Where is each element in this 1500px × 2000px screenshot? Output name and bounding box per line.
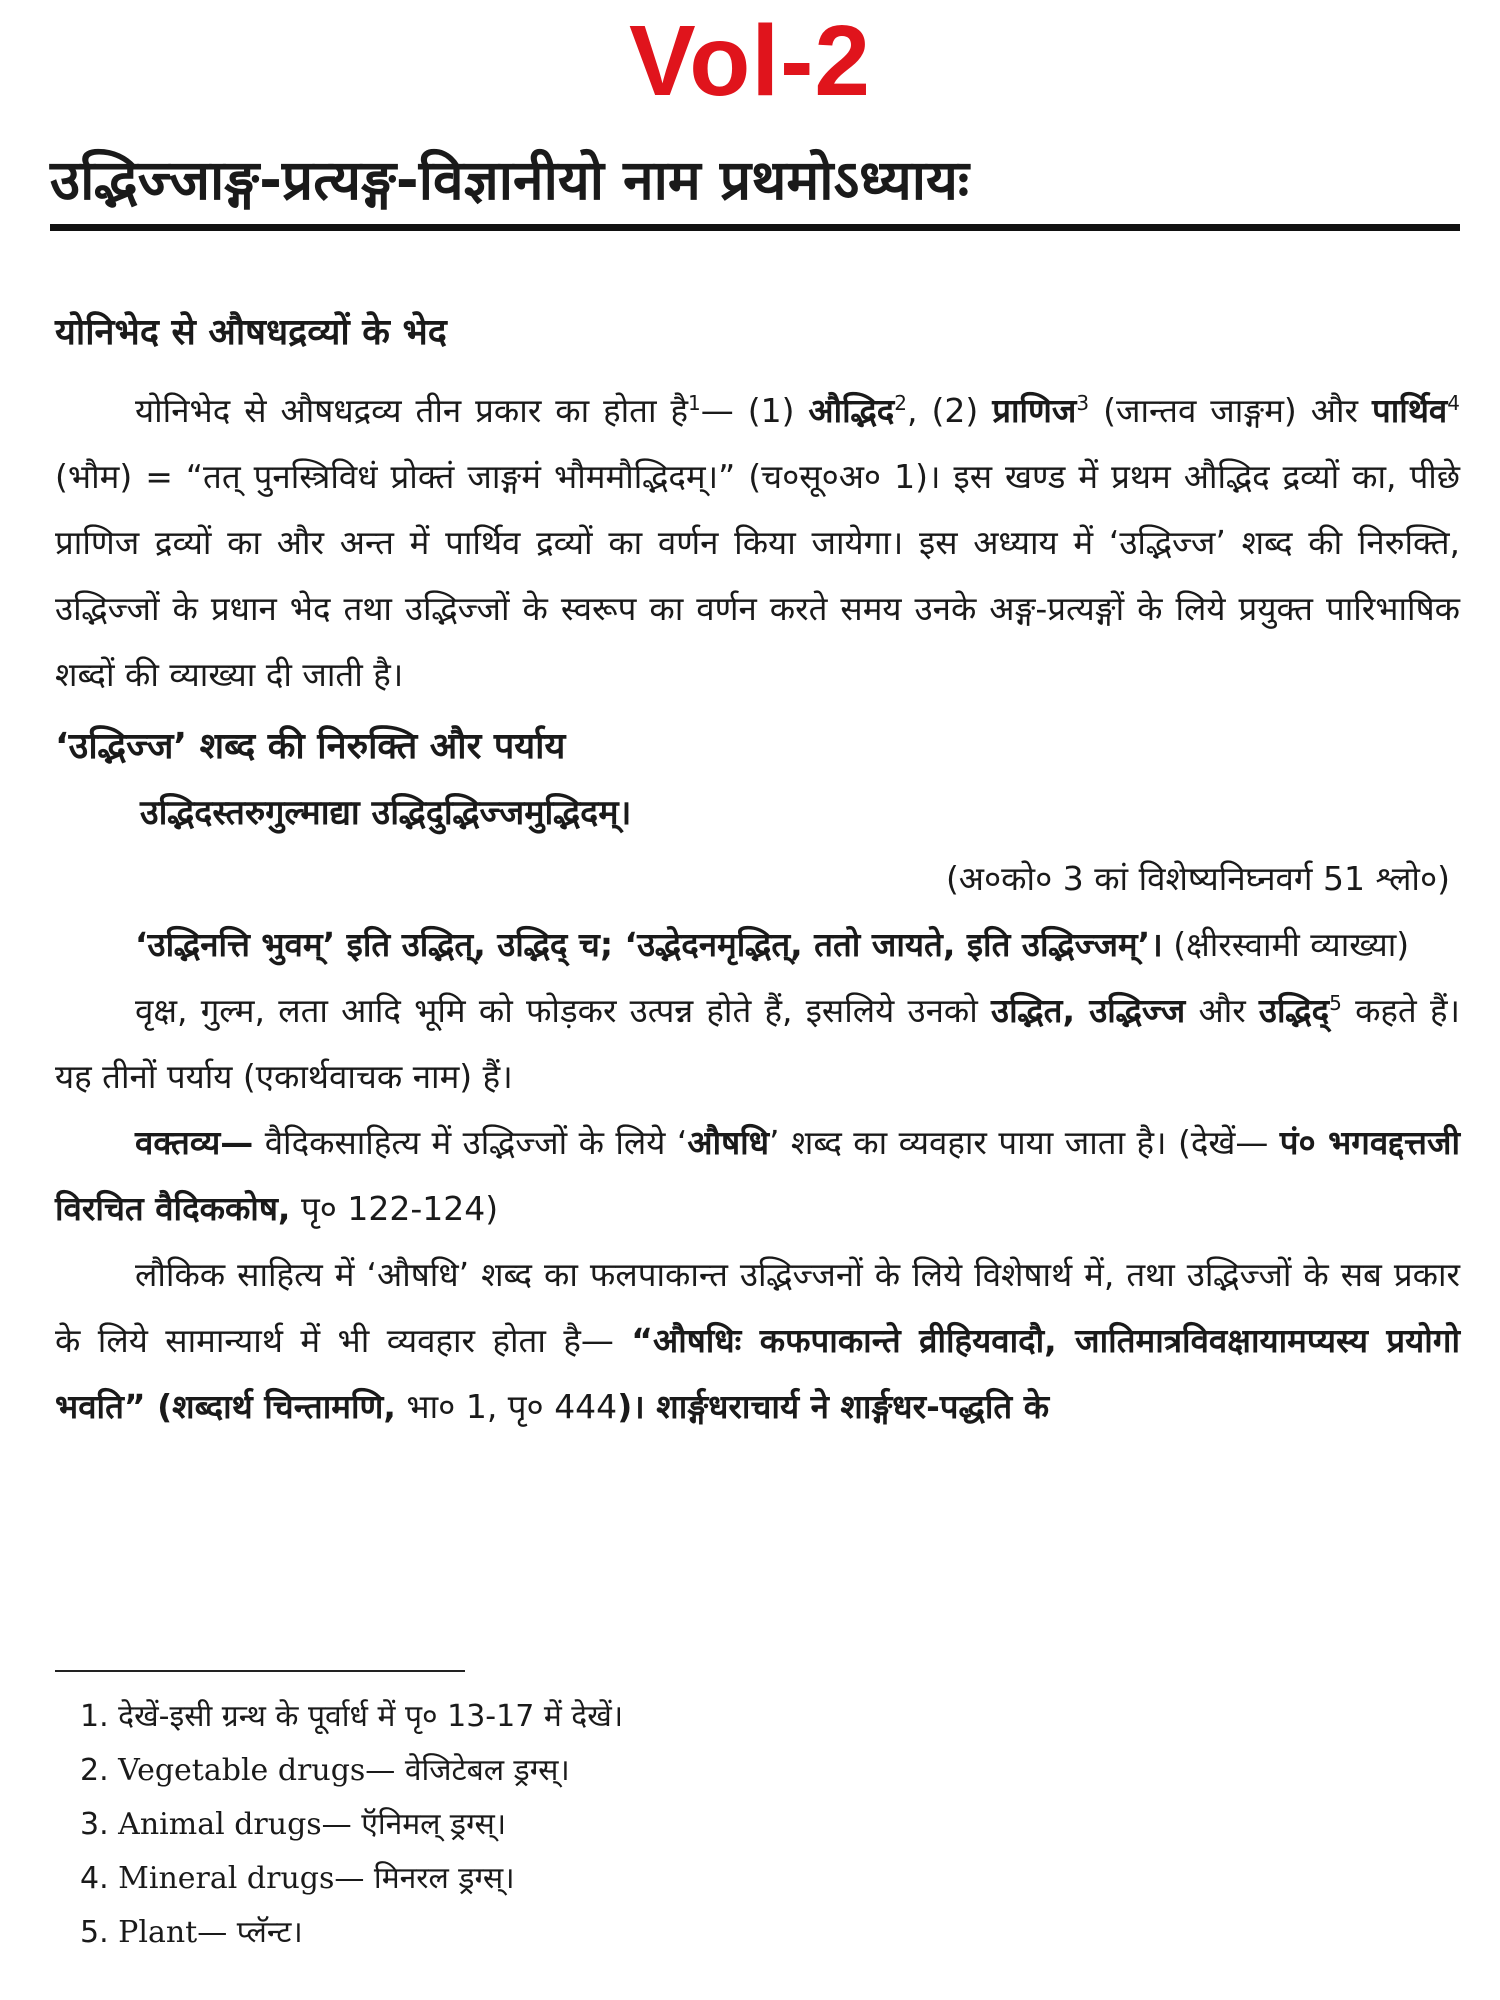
paragraph-vaktavya: वक्तव्य— वैदिकसाहित्य में उद्भिज्जों के लिये ‘औषधि’ शब्द का व्यवहार पाया जाता है। (देखें— पं० भगवद्दत्तजी विरचित वैदिककोष, पृ० 122-124) [55, 1123, 1461, 1228]
volume-label: Vol-2 [628, 5, 872, 117]
footnote-item: 4. Mineral drugs— मिनरल ड्रग्स्। [80, 1861, 515, 1896]
footnote-item: 5. Plant— प्लॅन्ट। [80, 1915, 303, 1950]
paragraph-intro: योनिभेद से औषधद्रव्य तीन प्रकार का होता है$^1$— (1) औद्भिद$^2$, (2) प्राणिज$^3$ (जान्तव जाङ्गम) और पार्थिव$^4$ (भौम) = “तत् पुनस्त्रिविधं प्रोक्तं जाङ्गमं भौममौद्भिदम्।” (च०सू०अ० 1)। इस खण्ड में प्रथम औद्भिद द्रव्यों का, पीछे प्राणिज द्रव्यों का और अन्त में पार्थिव द्रव्यों का वर्णन किया जायेगा। इस अध्याय में ‘उद्भिज्ज’ शब्द की निरुक्ति, उद्भिज्जों के प्रधान भेद तथा उद्भिज्जों के स्वरूप का वर्णन करते समय उनके अङ्ग-प्रत्यङ्गों के लिये प्रयुक्त पारिभाषिक शब्दों की व्याख्या दी जाती है। [55, 391, 1460, 694]
page-body [55, 300, 1460, 1440]
section-heading-yonibhed: योनिभेद से औषधद्रव्यों के भेद [55, 312, 447, 353]
title-underline [50, 224, 1460, 231]
sanskrit-verse: उद्भिदस्तरुगुल्माद्या उद्भिदुद्भिज्जमुद्भिदम्। [140, 793, 632, 833]
paragraph-etymology: ‘उद्भिनत्ति भुवम्’ इति उद्भित्, उद्भिद् च; ‘उद्भेदनमृद्भित्, ततो जायते, इति उद्भिज्जम्’। (क्षीरस्वामी व्याख्या) [135, 925, 1410, 964]
footnote-item: 1. देखें-इसी ग्रन्थ के पूर्वार्ध में पृ० 13-17 में देखें। [80, 1699, 624, 1734]
section-heading-nirukti: ‘उद्भिज्ज’ शब्द की निरुक्ति और पर्याय [55, 726, 566, 767]
verse-reference: (अ०को० 3 कां विशेष्यनिघ्नवर्ग 51 श्लो०) [945, 859, 1450, 898]
paragraph-laukik: लौकिक साहित्य में ‘औषधि’ शब्द का फलपाकान्त उद्भिज्जनों के लिये विशेषार्थ में, तथा उद्भिज्जों के सब प्रकार के लिये सामान्यार्थ में भी व्यवहार होता है— “औषधिः कफपाकान्ते व्रीहियवादौ, जातिमात्रविवक्षायामप्यस्य प्रयोगो भवति” (शब्दार्थ चिन्तामणि, भा० 1, पृ० 444)। शार्ङ्गधराचार्य ने शार्ङ्गधर-पद्धति के [55, 1255, 1460, 1426]
footnote-item: 2. Vegetable drugs— वेजिटेबल ड्रग्स्। [80, 1753, 570, 1788]
footnotes [80, 1690, 1380, 1960]
footnote-divider [55, 1670, 465, 1672]
footnote-item: 3. Animal drugs— ऍनिमल् ड्रग्स्। [80, 1807, 507, 1842]
paragraph-synonyms: वृक्ष, गुल्म, लता आदि भूमि को फोड़कर उत्पन्न होते हैं, इसलिये उनको उद्भित, उद्भिज्ज और उद्भिद्$^5$ कहते हैं। यह तीनों पर्याय (एकार्थवाचक नाम) हैं। [55, 991, 1460, 1096]
chapter-title: उद्भिज्जाङ्ग-प्रत्यङ्ग-विज्ञानीयो नाम प्रथमोऽध्यायः [50, 148, 970, 212]
